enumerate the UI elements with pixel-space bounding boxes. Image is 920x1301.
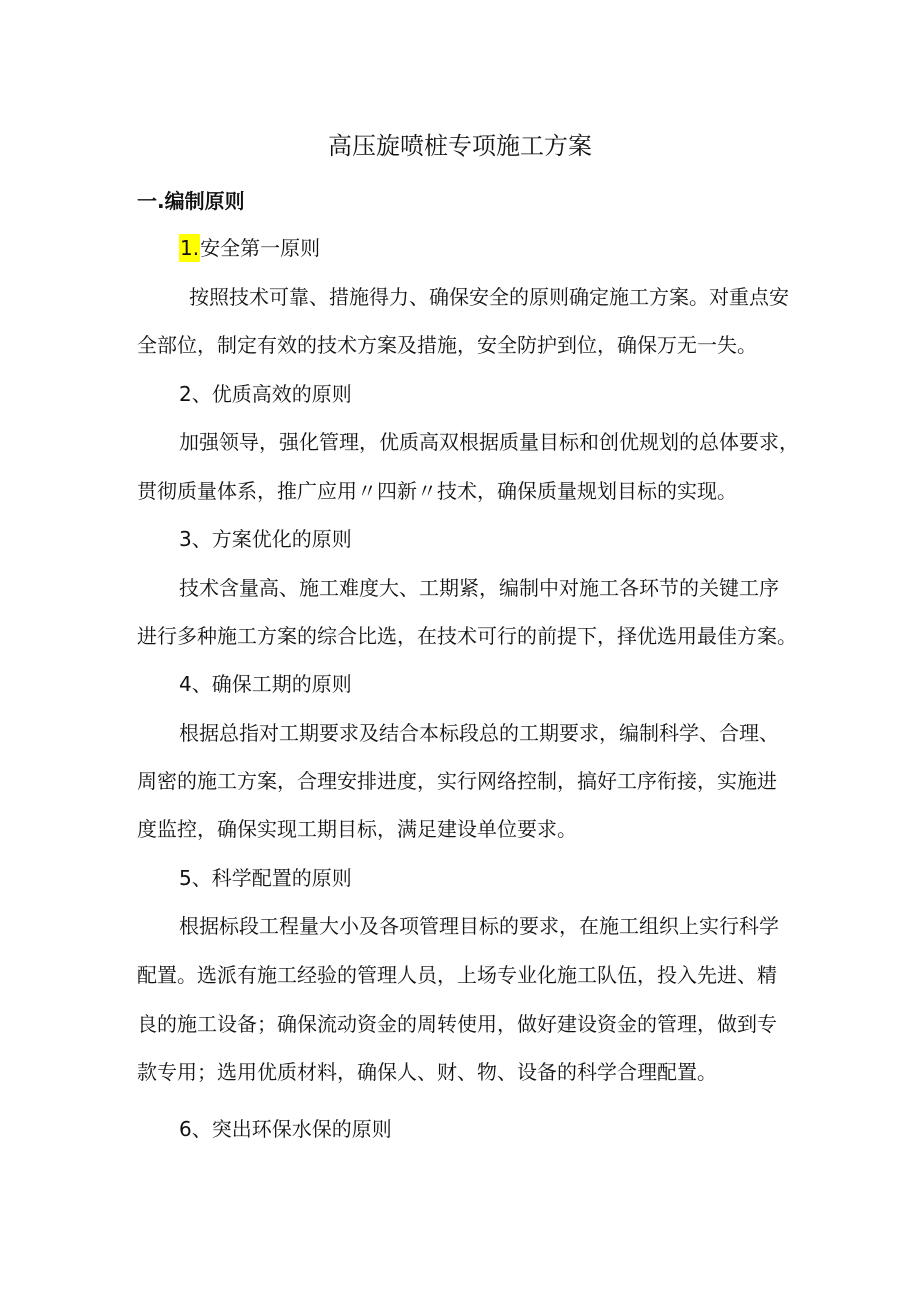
principle-3-heading: 3、方案优化的原则	[179, 527, 352, 551]
section-heading: 一.编制原则	[137, 189, 245, 213]
paragraph-line: 根据总指对工期要求及结合本标段总的工期要求，编制科学、合理、	[179, 721, 779, 745]
paragraph-line: 贯彻质量体系，推广应用〃四新〃技术，确保质量规划目标的实现。	[137, 479, 737, 503]
principle-2-heading: 2、优质高效的原则	[179, 382, 352, 406]
principle-5-heading: 5、科学配置的原则	[179, 866, 352, 890]
paragraph-line: 良的施工设备；确保流动资金的周转使用，做好建设资金的管理，做到专	[137, 1012, 777, 1036]
document-title: 高压旋喷桩专项施工方案	[328, 132, 592, 160]
paragraph-line: 全部位，制定有效的技术方案及措施，安全防护到位，确保万无一失。	[137, 333, 757, 357]
paragraph-line: 进行多种施工方案的综合比选，在技术可行的前提下，择优选用最佳方案。	[137, 624, 797, 648]
paragraph-line: 度监控，确保实现工期目标，满足建设单位要求。	[137, 817, 577, 841]
paragraph-line: 周密的施工方案，合理安排进度，实行网络控制，搞好工序衔接，实施进	[137, 769, 777, 793]
principle-4-heading: 4、确保工期的原则	[179, 672, 352, 696]
paragraph-line: 技术含量高、施工难度大、工期紧，编制中对施工各环节的关键工序	[179, 576, 779, 600]
paragraph-line: 加强领导，强化管理，优质高双根据质量目标和创优规划的总体要求，	[179, 430, 799, 454]
highlighted-number: 1.	[180, 236, 200, 260]
paragraph-line: 按照技术可靠、措施得力、确保安全的原则确定施工方案。对重点安	[189, 285, 789, 309]
paragraph-line: 配置。选派有施工经验的管理人员，上场专业化施工队伍，投入先进、精	[137, 963, 777, 987]
principle-1-heading-text: 安全第一原则	[200, 236, 321, 260]
principle-6-heading: 6、突出环保水保的原则	[179, 1117, 392, 1141]
principle-1-heading	[179, 234, 320, 262]
paragraph-line: 根据标段工程量大小及各项管理目标的要求，在施工组织上实行科学	[179, 914, 779, 938]
paragraph-line: 款专用；选用优质材料，确保人、财、物、设备的科学合理配置。	[137, 1060, 717, 1084]
